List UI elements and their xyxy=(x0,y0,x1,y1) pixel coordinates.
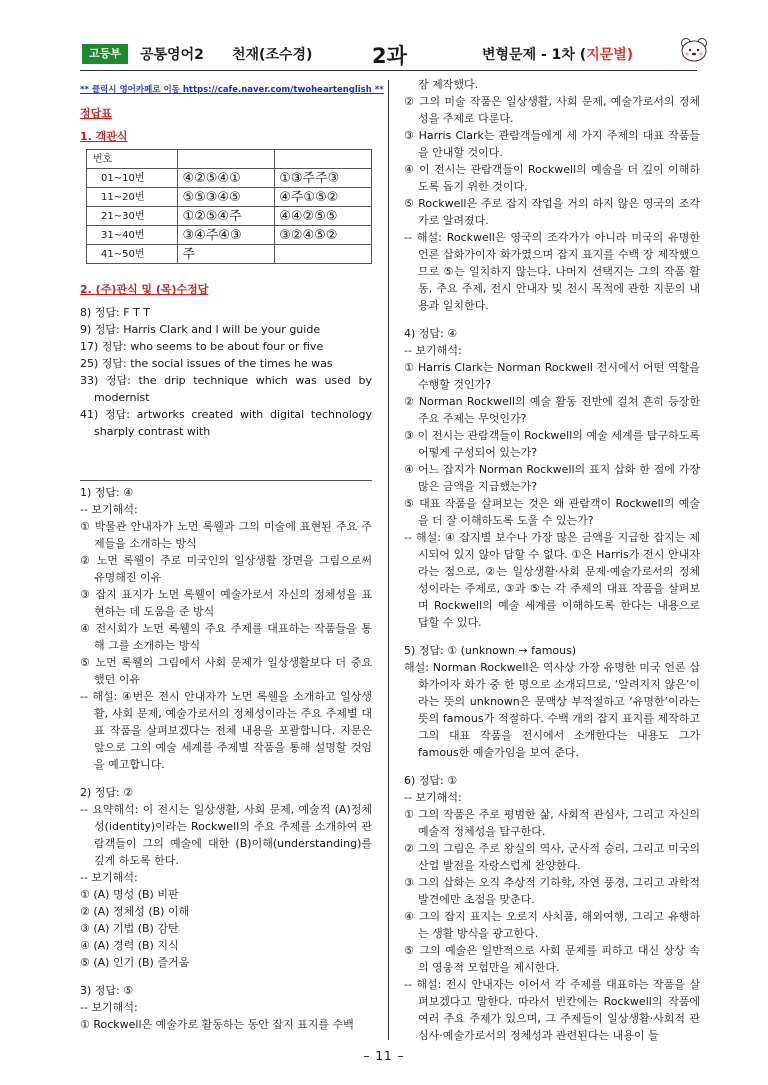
answer-heading: 6) 정답: ① xyxy=(404,774,458,787)
level-badge: 고등부 xyxy=(82,44,128,64)
explanations-left xyxy=(80,484,372,1033)
table-header-cell xyxy=(178,150,275,169)
option-line: ① (A) 명성 (B) 비판 xyxy=(80,888,179,901)
table-cell: ④④②⑤⑤ xyxy=(275,207,372,226)
explanation-text: -- 해설: ④번은 전시 안내자가 노먼 록웰을 소개하고 일상생활, 사회 문제, 예술가로서의 정체성이라는 주요 주제별 대표 작품을 살펴보겠다는 전체 내용을 포괄합니다. 지문은 앞으로 그의 예술 세계를 주제별 작품을 통해 설명할 것임을 예고합니다. xyxy=(80,690,372,771)
option-line: ① 박물관 안내자가 노먼 록웰과 그의 미술에 표현된 주요 주제들을 소개하는 방식 xyxy=(80,520,372,550)
table-cell: 01~10번 xyxy=(87,169,178,188)
table-cell: 주 xyxy=(178,245,275,264)
option-line: ③ 이 전시는 관람객들이 Rockwell의 예술 세계를 탐구하도록 어떻게 구성되어 있는가? xyxy=(404,429,700,459)
label-line: -- 보기해석: xyxy=(80,503,138,516)
option-line: ③ (A) 기법 (B) 감탄 xyxy=(80,922,179,935)
answer-heading: 4) 정답: ④ xyxy=(404,327,458,340)
lesson-title: 2과 xyxy=(372,44,407,68)
table-cell: ④주①⑤② xyxy=(275,188,372,207)
answer-line: 33) 정답: the drip technique which was used by modernist xyxy=(80,374,372,404)
type-prefix: 변형문제 - 1차 ( xyxy=(482,47,587,63)
option-line: ② 노먼 록웰이 주로 미국인의 일상생활 장면을 그림으로써 유명해진 이유 xyxy=(80,554,372,584)
worksheet-type xyxy=(482,44,633,64)
option-line: ① Harris Clark는 Norman Rockwell 전시에서 어떤 역할을 수행할 것인가? xyxy=(404,361,700,391)
option-line: ② 그의 미술 작품은 일상생활, 사회 문제, 예술가로서의 정체성을 주제로 다룬다. xyxy=(404,95,700,125)
table-row xyxy=(87,245,372,264)
option-line: ③ Harris Clark는 관람객들에게 세 가지 주제의 대표 작품들을 안내할 것이다. xyxy=(404,129,700,159)
explanations-right xyxy=(404,76,700,1044)
type-highlight: 지문별 xyxy=(586,47,627,63)
cafe-link[interactable]: ** 클릭시 영어카페로 이동 https://cafe.naver.com/twoheartenglish ** xyxy=(80,85,384,95)
type-suffix: ) xyxy=(626,47,634,63)
publisher-label: 천재(조수경) xyxy=(232,47,313,63)
table-cell: ①③주주③ xyxy=(275,169,372,188)
table-cell: ③②④⑤② xyxy=(275,226,372,245)
table-header-cell xyxy=(275,150,372,169)
label-line: -- 보기해석: xyxy=(80,871,138,884)
summary-text: -- 요약해석: 이 전시는 일상생활, 사회 문제, 예술적 (A)정체성(identity)이라는 Rockwell의 주요 주제를 소개하여 관람객들이 그의 예술에 대한 (B)이해(understanding)를 깊게 하도록 한다. xyxy=(80,803,372,867)
table-row xyxy=(87,207,372,226)
answer-heading: 2) 정답: ② xyxy=(80,786,134,799)
table-cell: 31~40번 xyxy=(87,226,178,245)
label-line: -- 보기해석: xyxy=(80,1001,138,1014)
course-title: 공통영어2 xyxy=(140,47,204,63)
option-line: ② Norman Rockwell의 예술 활동 전반에 걸쳐 흔히 등장한 주요 주제는 무엇인가? xyxy=(404,395,700,425)
answer-line: 17) 정답: who seems to be about four or five xyxy=(80,340,324,353)
option-line: ⑤ 대표 작품을 살펴보는 것은 왜 관람객이 Rockwell의 예술을 더 잘 이해하도록 도울 수 있는가? xyxy=(404,497,700,527)
table-cell: 11~20번 xyxy=(87,188,178,207)
column-divider xyxy=(388,80,389,1040)
table-row xyxy=(87,226,372,245)
option-line: ⑤ Rockwell은 주로 잡지 작업을 거의 하지 않은 영국의 조각가로 알려졌다. xyxy=(404,197,700,227)
label-line: -- 보기해석: xyxy=(404,791,462,804)
answer-line: 9) 정답: Harris Clark and I will be your guide xyxy=(80,323,321,336)
answer-table-title: 정답표 xyxy=(80,107,112,120)
option-line: ② (A) 정체성 (B) 이해 xyxy=(80,905,190,918)
page-number: – 11 – xyxy=(363,1049,405,1063)
table-row xyxy=(87,169,372,188)
continued-line: 장 제작했다. xyxy=(418,78,479,91)
table-cell xyxy=(275,245,372,264)
option-line: ② 그의 그림은 주로 왕실의 역사, 군사적 승리, 그리고 미국의 산업 발전을 자랑스럽게 찬양한다. xyxy=(404,842,700,872)
option-line: ① Rockwell은 예술가로 활동하는 동안 잡지 표지를 수백 xyxy=(80,1018,354,1031)
answer-heading: 5) 정답: ① (unknown → famous) xyxy=(404,644,577,657)
page-header xyxy=(82,40,697,70)
option-line: ③ 그의 삽화는 오직 추상적 기하학, 자연 풍경, 그리고 과학적 발견에만 초점을 맞춘다. xyxy=(404,876,700,906)
answer-line: 8) 정답: F T T xyxy=(80,306,150,319)
answer-heading: 1) 정답: ④ xyxy=(80,486,134,499)
table-header-cell: 번호 xyxy=(87,150,178,169)
label-line: -- 보기해석: xyxy=(404,344,462,357)
table-row xyxy=(87,188,372,207)
section-subjective: 2. (주)관식 및 (목)수정답 xyxy=(80,283,209,296)
table-cell: 41~50번 xyxy=(87,245,178,264)
table-cell: 21~30번 xyxy=(87,207,178,226)
option-line: ③ 잡지 표지가 노먼 록웰이 예술가로서 자신의 정체성을 표현하는 데 도움을 준 방식 xyxy=(80,588,372,618)
option-line: ⑤ 노먼 록웰의 그림에서 사회 문제가 일상생활보다 더 중요했던 이유 xyxy=(80,656,372,686)
option-line: ① 그의 작품은 주로 평범한 삶, 사회적 관심사, 그리고 자신의 예술적 정체성을 탐구한다. xyxy=(404,808,700,838)
answer-line: 25) 정답: the social issues of the times he was xyxy=(80,357,333,370)
table-cell: ④②⑤④① xyxy=(178,169,275,188)
option-line: ④ 어느 잡지가 Norman Rockwell의 표지 삽화 한 점에 가장 많은 금액을 지급했는가? xyxy=(404,463,700,493)
option-line: ④ 이 전시는 관람객들이 Rockwell의 예술을 더 깊이 이해하도록 돕기 위한 것이다. xyxy=(404,163,700,193)
explanation-text: -- 해설: ④ 잡지별 보수나 가장 많은 금액을 지급한 잡지는 제시되어 있지 않아 답할 수 없다. ①은 Harris가 전시 안내자라는 점으로, ②는 일상생활·사회 문제·예술가로서의 정체성이라는 주제로, ③과 ⑤는 각 주제의 대표 작품을 살펴보며 Rockwell의 예술 세계를 이해하도록 한다는 내용으로 답할 수 있다. xyxy=(404,531,700,629)
answer-key xyxy=(80,76,384,440)
table-cell: ①②⑤④주 xyxy=(178,207,275,226)
section-separator xyxy=(80,480,372,481)
table-header-row xyxy=(87,150,372,169)
option-line: ⑤ (A) 인기 (B) 즐거움 xyxy=(80,956,190,969)
answer-line: 41) 정답: artworks created with digital technology sharply contrast with xyxy=(80,408,372,438)
option-line: ④ 전시회가 노먼 록웰의 주요 주제를 대표하는 작품들을 통해 그를 소개하는 방식 xyxy=(80,622,372,652)
answer-heading: 3) 정답: ⑤ xyxy=(80,984,134,997)
explanation-text: -- 해설: 전시 안내자는 이어서 각 주제를 대표하는 작품을 살펴보겠다고 말한다. 따라서 빈칸에는 Rockwell의 작품에 여러 주요 주제가 있으며, 그 주제들이 일상생활·사회적 관심사·예술가로서의 정체성과 관련된다는 내용이 들 xyxy=(404,978,700,1042)
section-multiple-choice: 1. 객관식 xyxy=(80,130,128,143)
table-cell: ⑤⑤③④⑤ xyxy=(178,188,275,207)
table-cell: ③④주④③ xyxy=(178,226,275,245)
explanation-text: 해설: Norman Rockwell은 역사상 가장 유명한 미국 언론 삽화가이자 화가 중 한 명으로 소개되므로, ‘알려지지 않은’이라는 뜻의 unknown은 문맥상 부적절하고 ‘유명한’이라는 뜻의 famous가 적절하다. 수백 개의 잡지 표지를 제작하고 그의 대표 작품을 전시에서 소개한다는 내용도 그가 famous한 예술가임을 보여 준다. xyxy=(404,661,700,759)
option-line: ⑤ 그의 예술은 일반적으로 사회 문제를 피하고 대신 상상 속의 영웅적 모험만을 제시한다. xyxy=(404,944,700,974)
option-line: ④ (A) 경력 (B) 지식 xyxy=(80,939,179,952)
explanation-text: -- 해설: Rockwell은 영국의 조각가가 아니라 미국의 유명한 언론 삽화가이자 화가였으며 잡지 표지를 수백 장 제작했으므로 ⑤는 일치하지 않는다. 나머지 선택지는 그의 작품 활동, 주요 주제, 전시 안내자 및 전시 목적에 관한 지문의 내용과 일치한다. xyxy=(404,231,700,312)
bear-mascot-icon xyxy=(677,34,711,64)
option-line: ④ 그의 잡지 표지는 오로지 사치품, 해외여행, 그리고 유행하는 생활 방식을 광고한다. xyxy=(404,910,700,940)
answer-table xyxy=(86,149,372,264)
header-divider xyxy=(80,70,697,71)
